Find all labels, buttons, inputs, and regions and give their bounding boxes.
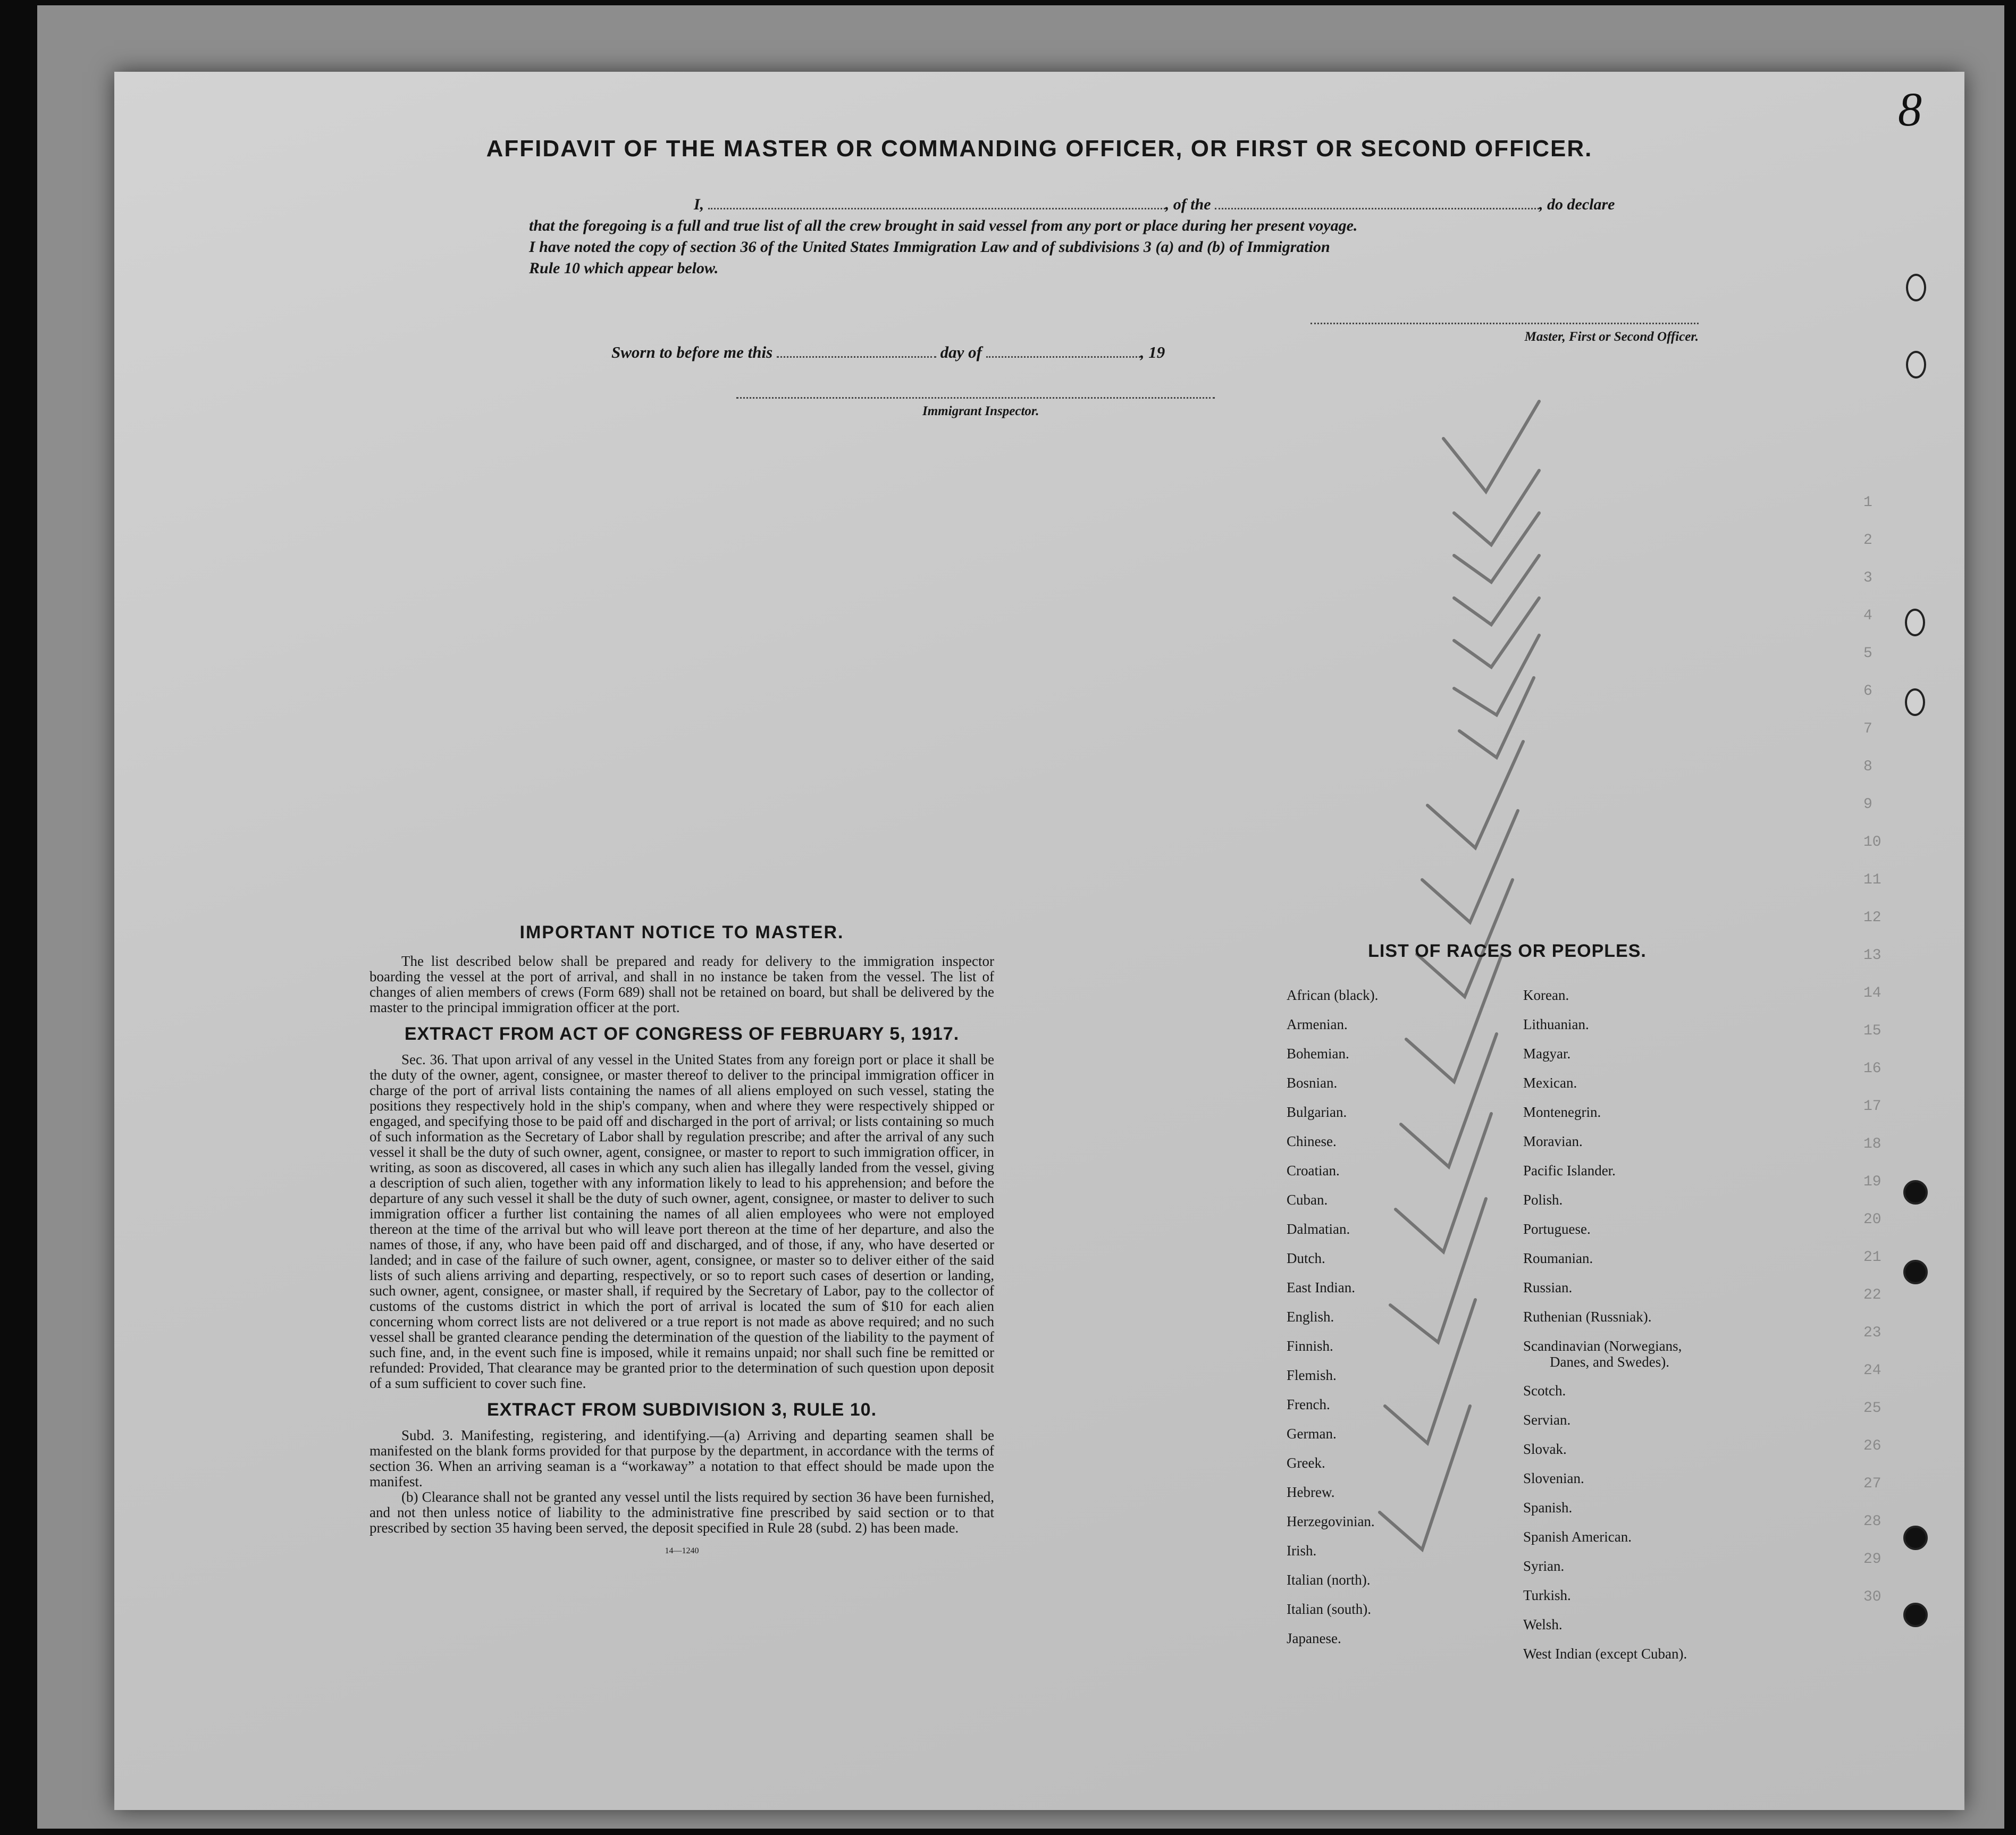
- race-item: Montenegrin.: [1523, 1104, 1601, 1120]
- race-item: Pacific Islander.: [1523, 1163, 1616, 1179]
- race-item: Hebrew.: [1287, 1484, 1335, 1500]
- race-item: Portuguese.: [1523, 1221, 1591, 1237]
- race-item: Greek.: [1287, 1455, 1325, 1471]
- binder-hole-icon: [1906, 351, 1926, 378]
- race-item: Lithuanian.: [1523, 1016, 1589, 1032]
- race-item: German.: [1287, 1426, 1337, 1442]
- race-item: English.: [1287, 1309, 1334, 1325]
- inspector-label: Immigrant Inspector.: [922, 404, 1039, 418]
- race-item: Bosnian.: [1287, 1075, 1338, 1091]
- page-number: 8: [1898, 83, 1922, 136]
- race-item: Slovenian.: [1523, 1470, 1584, 1486]
- binder-hole-icon: [1906, 274, 1926, 301]
- race-item: Servian.: [1523, 1412, 1571, 1428]
- race-item: Welsh.: [1523, 1617, 1563, 1632]
- name-blank[interactable]: [708, 208, 1165, 209]
- race-item: Irish.: [1287, 1543, 1317, 1559]
- binder-hole-icon: [1903, 1260, 1928, 1284]
- race-item: Spanish American.: [1523, 1529, 1632, 1545]
- affidavit-line-4: Rule 10 which appear below.: [529, 259, 719, 277]
- rule-para-b: (b) Clearance shall not be granted any vessel until the lists required by section 36 have been furnished, and not then unless notice of liability to the administrative fine prescribed by said section or to that prescribed by section 35 having been served, the deposit specified in Rule 28 (subd. 2) has been made.: [369, 1489, 994, 1536]
- binder-hole-icon: [1905, 688, 1925, 716]
- day-of-label: day of: [940, 343, 982, 361]
- inspector-signature-line[interactable]: [736, 397, 1215, 399]
- instructions-column: [369, 922, 994, 1556]
- race-item: Italian (south).: [1287, 1601, 1371, 1617]
- manifest-page: [114, 72, 1964, 1810]
- race-item: Cuban.: [1287, 1192, 1328, 1208]
- race-item: Danes, and Swedes).: [1550, 1354, 1669, 1370]
- rule-title: EXTRACT FROM SUBDIVISION 3, RULE 10.: [486, 1400, 877, 1420]
- race-item: Moravian.: [1523, 1133, 1583, 1149]
- race-item: Chinese.: [1287, 1133, 1337, 1149]
- race-item: Dalmatian.: [1287, 1221, 1350, 1237]
- race-item: Croatian.: [1287, 1163, 1340, 1179]
- race-item: Magyar.: [1523, 1046, 1571, 1062]
- race-item: West Indian (except Cuban).: [1523, 1646, 1687, 1662]
- races-title: LIST OF RACES OR PEOPLES.: [1368, 941, 1647, 961]
- sworn-line: [611, 343, 1356, 362]
- affidavit-declare: , do declare: [1539, 196, 1615, 213]
- form-number: 14—1240: [665, 1546, 699, 1555]
- binder-hole-icon: [1903, 1180, 1928, 1205]
- signature-label: Master, First or Second Officer.: [1524, 330, 1699, 344]
- binder-hole-icon: [1905, 609, 1925, 636]
- signature-line[interactable]: [1311, 323, 1699, 324]
- race-item: Russian.: [1523, 1280, 1573, 1295]
- race-item: Slovak.: [1523, 1441, 1567, 1457]
- affidavit-line-3: I have noted the copy of section 36 of the United States Immigration Law and of subdivisions 3 (a) and (b) of Immigration: [529, 238, 1330, 256]
- race-item: Polish.: [1523, 1192, 1563, 1208]
- affidavit-i: I,: [694, 196, 704, 213]
- affidavit-of: , of the: [1165, 196, 1211, 213]
- race-item: Italian (north).: [1287, 1572, 1371, 1588]
- act-body: Sec. 36. That upon arrival of any vessel in the United States from any foreign port or place it shall be the duty of the owner, agent, consignee, or master thereof to deliver to the principal immigration officer in charge of the port of arrival lists containing the names of all aliens employed on such vessel, stating the positions they respectively hold in the ship's company, when and where they were respectively shipped or engaged, and specifying those to be paid off and discharged in the port of arrival; or lists containing so much of such information as the Secretary of Labor shall by regulation prescribe; and after the arrival of any such vessel it shall be the duty of such owner, agent, consignee, or master to report to such immigration officer, in writing, as soon as discovered, all cases in which any such alien has illegally landed from the vessel, giving a description of such alien, together with any information likely to lead to his apprehension; and before the departure of any such vessel it shall be the duty of such owner, agent, consignee, or master to deliver to such immigration officer a further list containing the names of all alien employees who were not employed thereon at the time of the arrival but who will leave port thereon at the time of her departure, and also the names of those, if any, who have been paid off and discharged, and of those, if any, who have deserted or landed; and in case of the failure of such owner, agent, consignee, or master so to deliver either of the said lists of such aliens arriving and departing, respectively, or so to report such cases of desertion or landing, such owner, agent, consignee, or master shall, if required by the Secretary of Labor, pay to the collector of customs of the customs district in which the port of arrival is located the sum of $10 for each alien concerning whom correct lists are not delivered or a true report is not made as above required; and no such vessel shall be granted clearance pending the determination of the question of the liability to the payment of such fine, and, in the event such fine is imposed, while it remains unpaid; nor shall such fine be remitted or refunded: Provided, That clearance may be granted prior to the determination of such question upon deposit of a sum sufficient to cover such fine.: [369, 1051, 994, 1391]
- binder-hole-icon: [1903, 1603, 1928, 1627]
- sworn-day-blank[interactable]: [777, 356, 936, 358]
- act-title: EXTRACT FROM ACT OF CONGRESS OF FEBRUARY 5, 1917.: [404, 1024, 960, 1044]
- binder-hole-icon: [1903, 1526, 1928, 1550]
- race-item: French.: [1287, 1396, 1330, 1412]
- sworn-month-blank[interactable]: [986, 356, 1140, 358]
- affidavit-line-2: that the foregoing is a full and true list of all the crew brought in said vessel from any port or place during her present voyage.: [529, 217, 1358, 234]
- race-item: Turkish.: [1523, 1587, 1571, 1603]
- race-item: Syrian.: [1523, 1558, 1565, 1574]
- races-left-column: [1287, 981, 1378, 1653]
- race-item: Japanese.: [1287, 1630, 1341, 1646]
- affidavit-body: [529, 194, 1699, 279]
- race-item: African (black).: [1287, 987, 1379, 1003]
- affidavit-title: AFFIDAVIT OF THE MASTER OR COMMANDING OFFICER, OR FIRST OR SECOND OFFICER.: [486, 136, 1593, 162]
- year-prefix: , 19: [1140, 343, 1165, 361]
- race-item: Korean.: [1523, 987, 1569, 1003]
- race-item: Spanish.: [1523, 1500, 1573, 1516]
- race-item: Bohemian.: [1287, 1046, 1349, 1062]
- race-item: East Indian.: [1287, 1280, 1355, 1295]
- race-item: Dutch.: [1287, 1250, 1325, 1266]
- race-item: Roumanian.: [1523, 1250, 1593, 1266]
- rule-para-a: Subd. 3. Manifesting, registering, and identifying.—(a) Arriving and departing seamen shall be manifested on the blank forms provided for that purpose by the department, in accordance with the terms of section 36. When an arriving seaman is a “workaway” a notation to that effect should be made upon the manifest.: [369, 1427, 994, 1489]
- races-right-column: [1523, 981, 1687, 1669]
- race-item: Herzegovinian.: [1287, 1513, 1375, 1529]
- vessel-blank[interactable]: [1215, 208, 1539, 209]
- sworn-text: Sworn to before me this: [611, 343, 773, 361]
- race-item: Scandinavian (Norwegians,: [1523, 1338, 1682, 1354]
- notice-body: The list described below shall be prepared and ready for delivery to the immigration inspector boarding the vessel at the port of arrival, and shall in no instance be taken from the vessel. The list of changes of alien members of crews (Form 689) shall not be retained on board, but shall be delivered by the master to the principal immigration officer at the port.: [369, 953, 994, 1015]
- race-item: Armenian.: [1287, 1016, 1348, 1032]
- race-item: Scotch.: [1523, 1383, 1566, 1399]
- race-item: Mexican.: [1523, 1075, 1577, 1091]
- race-item: Flemish.: [1287, 1367, 1337, 1383]
- notice-title: IMPORTANT NOTICE TO MASTER.: [519, 922, 844, 942]
- race-item: Bulgarian.: [1287, 1104, 1347, 1120]
- race-item: Ruthenian (Russniak).: [1523, 1309, 1652, 1325]
- bleed-through-numbers: 1 2 3 4 5 6 7 8 9 10 11 12 13 14 15 16 17 18 19 20 21 22 23 24 25 26 27 28 29 30: [1863, 494, 1881, 1605]
- race-item: Finnish.: [1287, 1338, 1333, 1354]
